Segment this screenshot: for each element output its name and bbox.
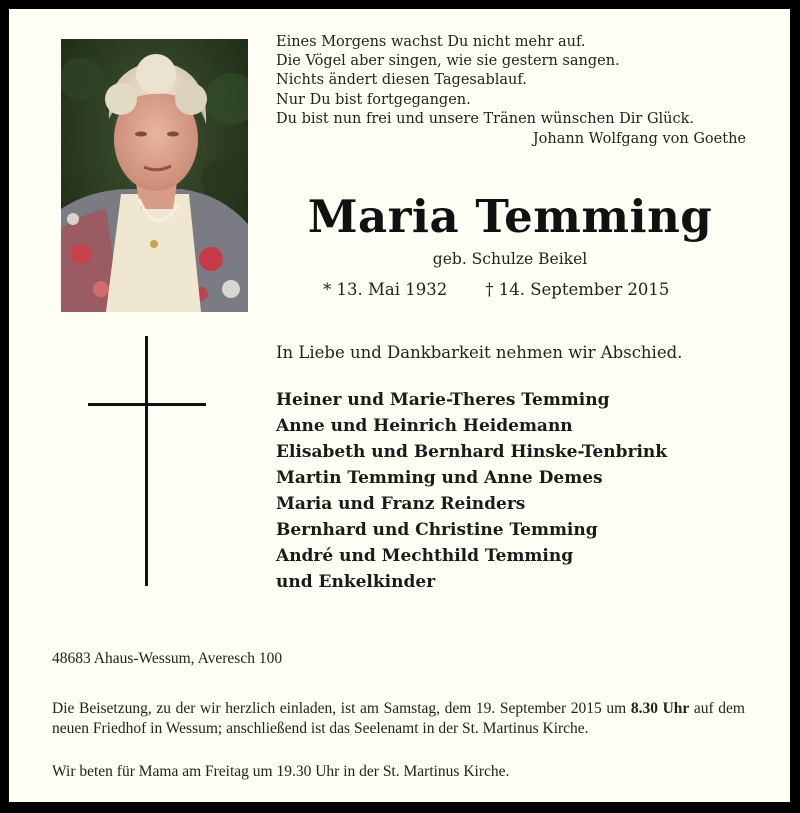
poem-line: Du bist nun frei und unsere Tränen wünschen Dir Glück.	[276, 110, 695, 127]
funeral-text-before: Die Beisetzung, zu der wir herzlich einladen, ist am Samstag, dem 19. September 2015 um	[52, 700, 631, 717]
poem-line: Nichts ändert diesen Tagesablauf.	[276, 72, 527, 89]
family-member: Heiner und Marie-Theres Temming	[276, 390, 610, 410]
birth-date: * 13. Mai 1932	[323, 280, 448, 299]
funeral-text-after: auf dem neuen Friedhof in Wessum; anschließend ist das Seelenamt in der St. Martinus Kirche.	[52, 700, 745, 737]
prayer-notice: Wir beten für Mama am Freitag um 19.30 Uhr in der St. Martinus Kirche.	[52, 763, 510, 780]
family-member: Maria und Franz Reinders	[276, 494, 526, 514]
life-dates	[323, 280, 669, 299]
cross-icon-vertical	[145, 336, 148, 586]
obituary-card	[9, 9, 790, 802]
poem	[276, 33, 746, 149]
funeral-details	[52, 699, 745, 738]
family-member: Anne und Heinrich Heidemann	[276, 416, 573, 436]
death-date: † 14. September 2015	[485, 280, 670, 299]
poem-line: Die Vögel aber singen, wie sie gestern sangen.	[276, 53, 620, 70]
family-member: André und Mechthild Temming	[276, 546, 574, 566]
farewell-line: In Liebe und Dankbarkeit nehmen wir Abschied.	[276, 343, 683, 362]
portrait-image	[61, 39, 248, 312]
family-list	[276, 387, 667, 595]
poem-line: Nur Du bist fortgegangen.	[276, 91, 471, 108]
poem-line: Eines Morgens wachst Du nicht mehr auf.	[276, 34, 586, 50]
poem-author: Johann Wolfgang von Goethe	[532, 131, 746, 148]
portrait-photo	[61, 39, 248, 312]
family-member: Elisabeth und Bernhard Hinske-Tenbrink	[276, 442, 668, 462]
family-member: Bernhard und Christine Temming	[276, 520, 598, 540]
cross-icon-horizontal	[88, 403, 206, 406]
funeral-time: 8.30 Uhr	[630, 700, 690, 717]
deceased-name: Maria Temming	[307, 190, 713, 243]
family-member: und Enkelkinder	[276, 572, 436, 592]
family-member: Martin Temming und Anne Demes	[276, 468, 603, 488]
address: 48683 Ahaus-Wessum, Averesch 100	[52, 650, 283, 667]
maiden-name: geb. Schulze Beikel	[432, 250, 588, 268]
